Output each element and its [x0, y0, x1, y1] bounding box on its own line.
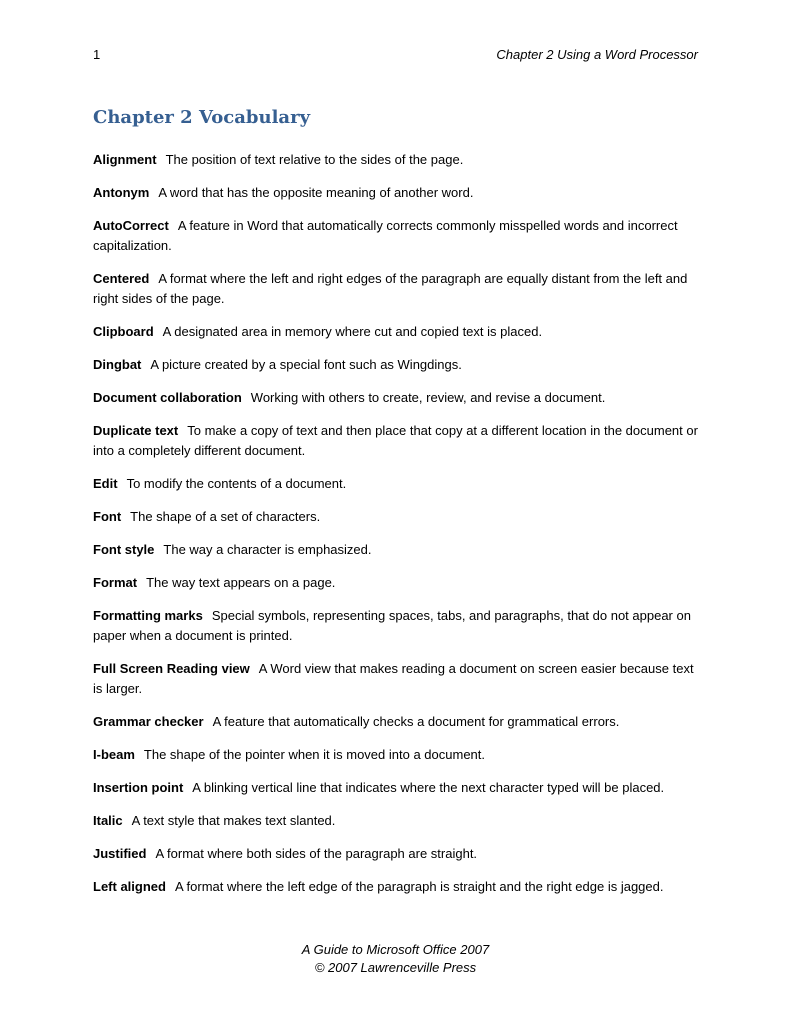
- vocab-entry: [93, 778, 703, 798]
- vocab-term: Formatting marks: [93, 608, 203, 623]
- vocab-definition: A text style that makes text slanted.: [131, 813, 336, 828]
- vocab-definition: To modify the contents of a document.: [126, 476, 347, 491]
- vocab-definition: The position of text relative to the sides of the page.: [165, 152, 464, 167]
- page-number: 1: [93, 47, 101, 62]
- vocab-entry: [93, 659, 703, 699]
- page-footer: [0, 941, 791, 977]
- vocab-term: Alignment: [93, 152, 157, 167]
- vocab-entry: [93, 745, 703, 765]
- vocab-definition: A feature in Word that automatically corrects commonly misspelled words and incorrect capitalization.: [93, 218, 678, 253]
- vocab-definition: A blinking vertical line that indicates where the next character typed will be placed.: [192, 780, 665, 795]
- page-title: Chapter 2 Vocabulary: [93, 107, 311, 128]
- vocab-term: Duplicate text: [93, 423, 179, 438]
- vocab-definition: A picture created by a special font such as Wingdings.: [150, 357, 462, 372]
- vocabulary-list: [93, 150, 703, 910]
- vocab-definition: A Word view that makes reading a document on screen easier because text is larger.: [93, 661, 694, 696]
- vocab-term: Edit: [93, 476, 118, 491]
- vocab-definition: To make a copy of text and then place that copy at a different location in the document or into a completely different document.: [93, 423, 698, 458]
- vocab-entry: [93, 507, 703, 527]
- vocab-entry: [93, 877, 703, 897]
- vocab-term: Insertion point: [93, 780, 184, 795]
- vocab-term: Dingbat: [93, 357, 142, 372]
- vocab-term: Font style: [93, 542, 155, 557]
- vocab-entry: [93, 150, 703, 170]
- vocab-entry: [93, 388, 703, 408]
- vocab-definition: A format where the left edge of the paragraph is straight and the right edge is jagged.: [174, 879, 664, 894]
- vocab-term: Font: [93, 509, 122, 524]
- vocab-term: Left aligned: [93, 879, 166, 894]
- vocab-entry: [93, 216, 703, 256]
- vocab-definition: A format where the left and right edges of the paragraph are equally distant from the left and right sides of the page.: [93, 271, 688, 306]
- vocab-definition: The way a character is emphasized.: [163, 542, 372, 557]
- vocab-term: Format: [93, 575, 138, 590]
- vocab-entry: [93, 844, 703, 864]
- vocab-entry: [93, 573, 703, 593]
- vocab-definition: A designated area in memory where cut and copied text is placed.: [162, 324, 543, 339]
- vocab-term: Full Screen Reading view: [93, 661, 250, 676]
- vocab-term: Italic: [93, 813, 123, 828]
- vocab-entry: [93, 421, 703, 461]
- running-header-title: Chapter 2 Using a Word Processor: [496, 47, 698, 62]
- vocab-term: I-beam: [93, 747, 135, 762]
- vocab-entry: [93, 183, 703, 203]
- vocab-entry: [93, 811, 703, 831]
- footer-copyright: © 2007 Lawrenceville Press: [314, 960, 477, 975]
- vocab-definition: Special symbols, representing spaces, tabs, and paragraphs, that do not appear on paper when a document is printed.: [93, 608, 691, 643]
- vocab-term: Justified: [93, 846, 147, 861]
- vocab-entry: [93, 269, 703, 309]
- vocab-entry: [93, 540, 703, 560]
- vocab-entry: [93, 322, 703, 342]
- vocab-entry: [93, 606, 703, 646]
- vocab-definition: A word that has the opposite meaning of another word.: [158, 185, 474, 200]
- vocab-entry: [93, 712, 703, 732]
- vocab-term: Clipboard: [93, 324, 154, 339]
- vocab-term: AutoCorrect: [93, 218, 169, 233]
- vocab-entry: [93, 474, 703, 494]
- vocab-term: Centered: [93, 271, 150, 286]
- vocab-definition: The way text appears on a page.: [146, 575, 336, 590]
- vocab-definition: The shape of the pointer when it is moved into a document.: [143, 747, 485, 762]
- vocab-entry: [93, 355, 703, 375]
- vocab-term: Document collaboration: [93, 390, 242, 405]
- vocab-definition: A format where both sides of the paragraph are straight.: [155, 846, 478, 861]
- vocab-definition: A feature that automatically checks a document for grammatical errors.: [212, 714, 620, 729]
- vocab-term: Antonym: [93, 185, 150, 200]
- vocab-definition: The shape of a set of characters.: [130, 509, 321, 524]
- footer-book-title: A Guide to Microsoft Office 2007: [301, 942, 490, 957]
- vocab-definition: Working with others to create, review, and revise a document.: [250, 390, 606, 405]
- vocab-term: Grammar checker: [93, 714, 204, 729]
